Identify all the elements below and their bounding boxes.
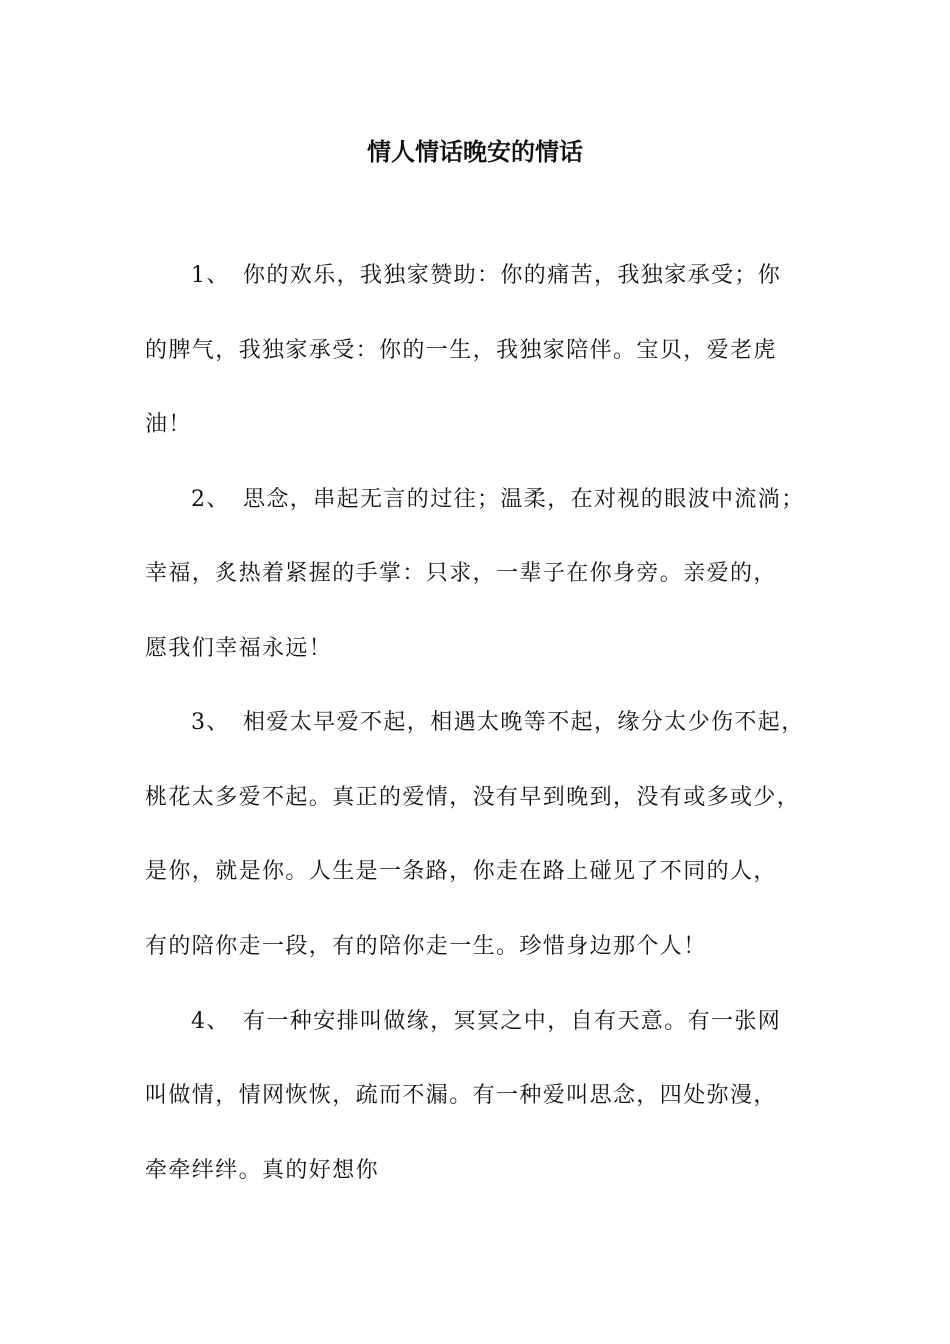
document-title: 情人情话晚安的情话 [367,138,583,166]
paragraph-1-line-2: 的脾气，我独家承受：你的一生，我独家陪伴。宝贝，爱老虎 [145,338,777,363]
paragraph-1-text: 你的欢乐，我独家赞助：你的痛苦，我独家承受；你 [243,263,782,288]
paragraph-2-line-2: 幸福，炙热着紧握的手掌：只求，一辈子在你身旁。亲爱的， [145,561,777,586]
paragraph-2-line-1 [191,484,805,516]
paragraph-2-number: 2、 [191,487,230,512]
paragraph-3-number: 3、 [191,710,230,735]
paragraph-4-line-2: 叫做情，情网恢恢，疏而不漏。有一种爱叫思念，四处弥漫， [145,1083,777,1108]
paragraph-4-line-3: 牵牵绊绊。真的好想你 [145,1158,380,1183]
paragraph-4-line-1 [191,1006,781,1038]
paragraph-3-line-2: 桃花太多爱不起。真正的爱情，没有早到晚到，没有或多或少， [145,785,801,810]
paragraph-1-line-3: 油！ [145,412,192,437]
paragraph-4-number: 4、 [191,1009,230,1034]
paragraph-3-line-4: 有的陪你走一段，有的陪你走一生。珍惜身边那个人！ [145,934,707,959]
paragraph-2-text: 思念，串起无言的过往；温柔，在对视的眼波中流淌； [243,487,805,512]
paragraph-3-text: 相爱太早爱不起，相遇太晚等不起，缘分太少伤不起， [243,710,805,735]
paragraph-1-number: 1、 [191,263,230,288]
paragraph-3-line-1 [191,707,805,739]
paragraph-4-text: 有一种安排叫做缘，冥冥之中，自有天意。有一张网 [243,1009,782,1034]
paragraph-3-line-3: 是你，就是你。人生是一条路，你走在路上碰见了不同的人， [145,859,777,884]
paragraph-2-line-3: 愿我们幸福永远！ [145,636,333,661]
paragraph-1-line-1 [191,260,781,292]
